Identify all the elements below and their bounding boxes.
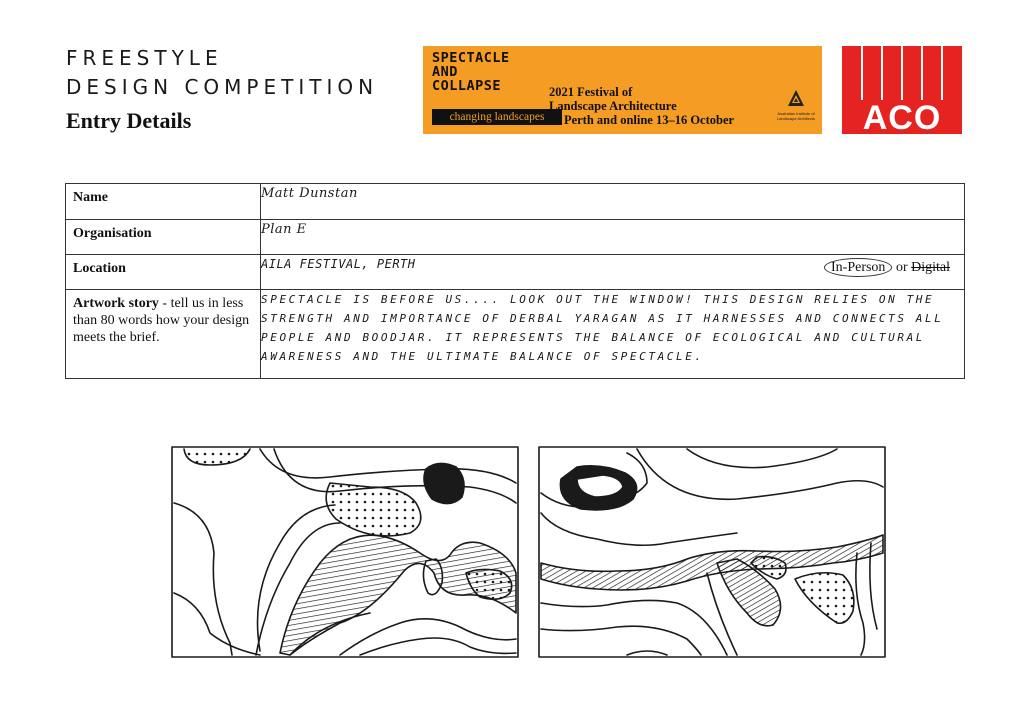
entry-details-heading: Entry Details xyxy=(66,108,192,133)
location-row xyxy=(66,255,965,290)
artwork-story-row xyxy=(66,290,965,379)
digital-option[interactable]: Digital xyxy=(911,260,950,275)
competition-title-line2: DESIGN COMPETITION xyxy=(66,75,379,99)
organisation-field[interactable] xyxy=(261,220,965,255)
mode-or: or xyxy=(895,260,908,275)
organisation-value: Plan E xyxy=(261,222,307,237)
name-field[interactable] xyxy=(261,184,965,220)
in-person-option[interactable]: In-Person xyxy=(824,258,892,277)
aila-mountain-icon xyxy=(786,88,806,108)
entry-details-form xyxy=(65,183,965,379)
competition-title-line1: FREESTYLE xyxy=(66,46,223,70)
name-label: Name xyxy=(66,184,261,220)
sketch-panel-left xyxy=(170,443,520,659)
artwork-story-label-rest: - tell us in less than 80 words how your design meets the brief. xyxy=(73,296,250,345)
aila-logo xyxy=(775,88,817,121)
name-value: Matt Dunstan xyxy=(261,186,358,201)
organisation-label: Organisation xyxy=(66,220,261,255)
festival-banner xyxy=(423,46,822,134)
banner-tagline: changing landscapes xyxy=(432,109,562,125)
banner-spectacle-wordmark xyxy=(432,51,510,93)
competition-title xyxy=(66,44,378,102)
name-row xyxy=(66,184,965,220)
banner-line2: AND xyxy=(432,64,458,80)
festival-line2: Landscape Architecture xyxy=(549,99,677,113)
organisation-row xyxy=(66,220,965,255)
location-field[interactable] xyxy=(261,255,965,290)
sketch-panel-right xyxy=(537,443,887,659)
festival-line3: In Perth and online 13–16 October xyxy=(549,113,735,127)
banner-line3: COLLAPSE xyxy=(432,78,502,94)
artwork-story-field[interactable] xyxy=(261,290,965,379)
aila-logo-text: Australian Institute of Landscape Architects xyxy=(776,111,816,121)
artwork-story-text: SPECTACLE IS BEFORE US.... LOOK OUT THE WINDOW! THIS DESIGN RELIES ON THE STRENGTH AND IMPORTANCE OF DERBAL YARAGAN AS IT HARNESSES AND CONNECTS ALL PEOPLE AND BOODJAR. IT REPRESENTS THE BALANCE OF ECOLOGICAL AND CULTURAL AWARENESS AND THE ULTIMATE BALANCE OF SPECTACLE. xyxy=(261,293,944,363)
banner-line1: SPECTACLE xyxy=(432,50,510,66)
banner-festival-text xyxy=(549,85,734,127)
aco-logo xyxy=(842,46,962,134)
artwork-story-label-bold: Artwork story xyxy=(73,296,159,311)
aco-logo-text: ACO xyxy=(862,99,942,134)
festival-line1: 2021 Festival of xyxy=(549,85,633,99)
location-label: Location xyxy=(66,255,261,290)
location-value: AILA FESTIVAL, PERTH xyxy=(261,257,416,271)
attendance-mode-options xyxy=(824,260,950,276)
artwork-story-label xyxy=(66,290,261,379)
